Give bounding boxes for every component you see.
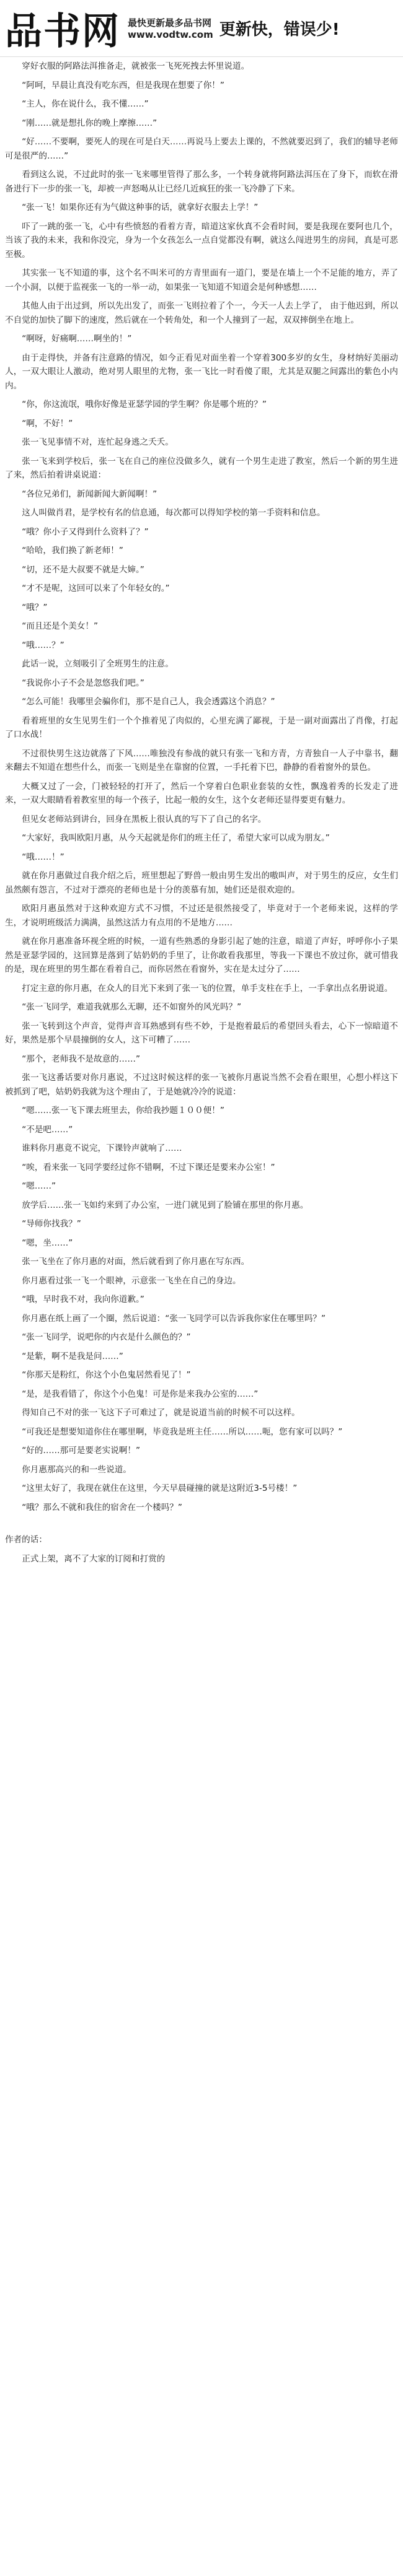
chapter-paragraph: 其实张一飞不知道的事，这个名不叫米可的方青里面有一道门，要是在墙上一个不足能的地方，弄了一个小洞，以便于监视张一飞的一举一动，如果张一飞知道不知道会是何种感想…… <box>5 268 398 292</box>
chapter-paragraph: 放学后……张一飞如约来到了办公室，一进门就见到了脸铺在那里的你月惠。 <box>22 1200 309 1210</box>
chapter-paragraph: 这人叫做肖君，是学校有名的信息通，每次都可以得知学校的第一手资料和信息。 <box>22 508 326 518</box>
chapter-paragraph: “哦？那么不就和我住的宿舍在一个楼吗？” <box>22 1502 182 1513</box>
chapter-paragraph: 此话一说，立刻吸引了全班男生的注意。 <box>22 659 174 669</box>
chapter-paragraph: “嗯……” <box>22 1181 56 1191</box>
chapter-paragraph: “你那天是粉红，你这个小色鬼居然看见了！” <box>22 1370 191 1380</box>
chapter-paragraph: 张一飞坐在了你月惠的对面，然后就看到了你月惠在写东西。 <box>22 1257 250 1267</box>
chapter-paragraph: “好的……那可是要老实说啊！” <box>22 1446 140 1456</box>
chapter-paragraph: “才不是呢，这回可以来了个年轻女的。” <box>22 583 170 593</box>
chapter-paragraph: “好……不要啊，要死人的现在可是白天……再说马上要去上课的，不然就要迟到了，我们的辅导老师可是很严的……” <box>5 137 398 161</box>
chapter-paragraph: “张一飞同学，难道我就那么无聊，还不如窗外的风光吗？” <box>22 1002 242 1012</box>
chapter-paragraph: “阿呵，早晨让真没有吃东西，但是我现在想要了你！” <box>22 80 224 90</box>
chapter-paragraph: “怎么可能！我哪里会骗你们，那不是自己人，我会透露这个消息？” <box>22 697 275 707</box>
chapter-paragraph: 由于走得快，并备有注意路的情况，如今正看见对面坐着一个穿着300多岁的女生，身材纳好美丽动人，一双大眼让人激动，绝对男人眼里的尤物，张一飞比一时看傻了眼，尤其是双腿之间露出的紫色小内内。 <box>5 352 398 391</box>
chapter-paragraph: 穿好衣服的阿路法洱推备走，就被张一飞死死拽去怀里说道。 <box>22 61 250 71</box>
chapter-paragraph: “这里太好了，我现在就住在这里，今天早晨碰撞的就是这附近3-5号楼！” <box>22 1483 298 1493</box>
chapter-paragraph: 就在你月惠准备环视全班的时候，一道有些熟悉的身影引起了她的注意，暗道了声好，呼呼你小子果然是亚瑟学园的，这回算是落到了姑奶奶的手里了，让你敢看我那里，等我一下课也不放过你，就可惜我的是，现在班里的男生都在看着自己，而你居然在看窗外，实在是太过分了…… <box>5 937 398 974</box>
chapter-paragraph: “是紫，啊不是我是问……” <box>22 1351 123 1361</box>
site-info <box>128 16 213 40</box>
chapter-paragraph: 但见女老师站到讲台，回身在黑板上很认真的写下了自己的名字。 <box>22 814 267 824</box>
chapter-paragraph: “各位兄弟们，新闻新闻大新闻啊！” <box>22 489 157 499</box>
chapter-paragraph: “刚……就是想扎你的晚上摩擦……” <box>22 118 157 128</box>
chapter-paragraph: “哈哈，我们换了新老师！” <box>22 546 123 556</box>
chapter-paragraph: “哦？” <box>22 602 48 613</box>
chapter-content <box>5 59 398 2573</box>
chapter-paragraph: 张一飞这番话要对你月惠说，不过这时候这样的张一飞被你月惠说当然不会看在眼里，心想小样这下被抓到了吧，姑奶奶我就为这个理由了，于是她就冷冷的说道： <box>5 1073 398 1097</box>
chapter-paragraph: 你月惠那高兴的和一些说道。 <box>22 1464 131 1475</box>
chapter-paragraph: “张一飞！如果你还有为气做这种事的话，就拿好衣服去上学！” <box>22 203 259 212</box>
chapter-paragraph: 欧阳月惠虽然对于这种欢迎方式不习惯，不过还是很然接受了，毕竟对于一个老师来说，这样的学生，才说明班级活力满满，虽然这活力有点用的不是地方…… <box>5 904 398 928</box>
site-header <box>0 0 403 57</box>
chapter-paragraph: “哦？你小子又得到什么资料了？” <box>22 526 149 537</box>
chapter-paragraph: “啊，不好！” <box>22 418 73 429</box>
chapter-paragraph: 你月惠在纸上画了一个圈，然后说道：“张一飞同学可以告诉我你家住在哪里吗？” <box>22 1313 326 1324</box>
chapter-paragraph: “不是吧……” <box>22 1124 73 1135</box>
chapter-paragraph: “哦……？” <box>22 640 64 650</box>
chapter-paragraph: 你月惠看过张一飞一个眼神，示意张一飞坐在自己的身边。 <box>22 1275 241 1286</box>
chapter-paragraph: 不过很快男生这边就落了下风……唯独没有参战的就只有张一飞和方青，方青独自一人子中靠书，翻来翻去不知道在想些什么，而张一飞则是坐在靠窗的位置，一手托着下巴，静静的看着窗外的景色。 <box>5 748 398 772</box>
site-url[interactable]: www.vodtw.com <box>128 29 213 40</box>
chapter-paragraph: 吓了一跳的张一飞，心中有些愤怒的看着方青，暗道这家伙真不会看时间，要是我现在要阿也几个，当该了我的未来，我和你没完，身为一个女孩怎么一点自觉都没有啊，就这么闯进男生的房间，真是可恶至极。 <box>5 221 398 260</box>
site-slogan: 更新快，错误少! <box>219 20 340 39</box>
site-logo[interactable]: 品书网 <box>5 9 120 53</box>
chapter-paragraph: “哦……！” <box>22 852 64 862</box>
author-note-text: 正式上架，离不了大家的订阅和打赏的 <box>22 1553 166 1564</box>
chapter-paragraph: 看着班里的女生见男生们一个个推着见了肉似的，心里充满了鄙视，于是一副对面露出了肖像，打起了口水战！ <box>5 715 398 740</box>
chapter-paragraph: “张一飞同学，说吧你的内衣是什么颜色的？” <box>22 1332 191 1342</box>
chapter-paragraph: 张一飞转到这个声音，觉得声音耳熟感到有些不妙，于是抱着最后的希望回头看去，心下一惊暗道不好，果然是那个早晨撞倒的女人，这下可糟了…… <box>5 1021 398 1045</box>
chapter-paragraph: “嗯，坐……” <box>22 1238 73 1248</box>
chapter-paragraph: “哦，早时我不对，我向你道歉。” <box>22 1295 144 1304</box>
chapter-paragraph: “导师你找我？” <box>22 1219 81 1229</box>
chapter-paragraph: “那个，老师我不是故意的……” <box>22 1054 140 1064</box>
chapter-paragraph: “你，你这流氓，哦你好像是亚瑟学园的学生啊？你是哪个班的？” <box>22 399 267 409</box>
chapter-paragraph: “啊呀，好痛啊……啊坐的！” <box>22 334 132 344</box>
chapter-paragraph: 就在你月惠做过自我介绍之后，班里想起了野兽一般由男生发出的嗷叫声，对于男生的反应，女生们虽然颇有怨言，不过对于漂亮的老师也是十分的羡慕有加，她们还是很欢迎的。 <box>5 871 398 895</box>
chapter-paragraph: “唉，看来张一飞同学要经过你不错啊，不过下课还是要来办公室！” <box>22 1162 275 1172</box>
chapter-paragraph: “可我还是想要知道你住在哪里啊，毕竟我是班主任……所以……呃，您有家可以吗？” <box>22 1426 343 1437</box>
chapter-paragraph: 其他人由于出过到，所以先出发了，而张一飞则拉着了个一，今天一人去上学了， 由于他迟到，所以不自觉的加快了脚下的速度，然后就在一个转角处，和一个人撞到了一起，双双摔倒坐在地上。 <box>5 301 398 325</box>
chapter-paragraph: “是，是我看错了，你这个小色鬼！可是你是来我办公室的……” <box>22 1389 259 1399</box>
chapter-paragraph: “切，还不是大叔要不就是大婶。” <box>22 564 144 575</box>
chapter-paragraph: 张一飞来到学校后，张一飞在自己的座位没做多久，就有一个男生走进了教室，然后一个新的男生进了来，然后拍着讲桌说道： <box>5 456 398 480</box>
chapter-paragraph: 看到这么说，不过此时的张一飞来哪里管得了那么多，一个转身就将阿路法洱压在了身下，而软在滑备进行下一步的张一飞，却被一声怒喝从让已经几近疯狂的张一飞冷静了下来。 <box>5 170 398 194</box>
chapter-paragraph: “大家好，我叫欧阳月惠，从今天起就是你们的班主任了，希望大家可以成为朋友。” <box>22 833 330 843</box>
chapter-paragraph: 张一飞见事情不对，连忙起身逃之夭夭。 <box>22 437 174 447</box>
chapter-paragraph: “嗯……张一飞下课去班里去，你给我抄题１００便！” <box>22 1106 224 1116</box>
chapter-paragraph: “主人，你在说什么，我不懂……” <box>22 99 149 109</box>
chapter-paragraph: 谁料你月惠竟不说完，下课铃声就响了…… <box>22 1143 182 1153</box>
chapter-paragraph: 打定主意的你月惠，在众人的目光下来到了张一飞的位置，单手支柱在手上，一手拿出点名册说道。 <box>22 983 393 993</box>
chapter-paragraph: 大概又过了一会，门被轻轻的打开了，然后一个穿着白色职业套装的女性，飘逸着秀的长发走了进来，一双大眼睛看着教室里的每一个孩子，比起一般的女生，这个女老师还显得要更有魅力。 <box>5 781 398 805</box>
chapter-paragraph: “我说你小子不会是忽悠我们吧。” <box>22 678 144 688</box>
site-tagline: 最快更新最多品书网 <box>128 17 212 28</box>
chapter-paragraph: 得知自己不对的张一飞这下子可难过了，就是说道当前的时候不可以这样。 <box>22 1408 300 1418</box>
author-note-label: 作者的话： <box>5 1535 47 1545</box>
chapter-paragraph: “而且还是个美女！” <box>22 621 99 631</box>
